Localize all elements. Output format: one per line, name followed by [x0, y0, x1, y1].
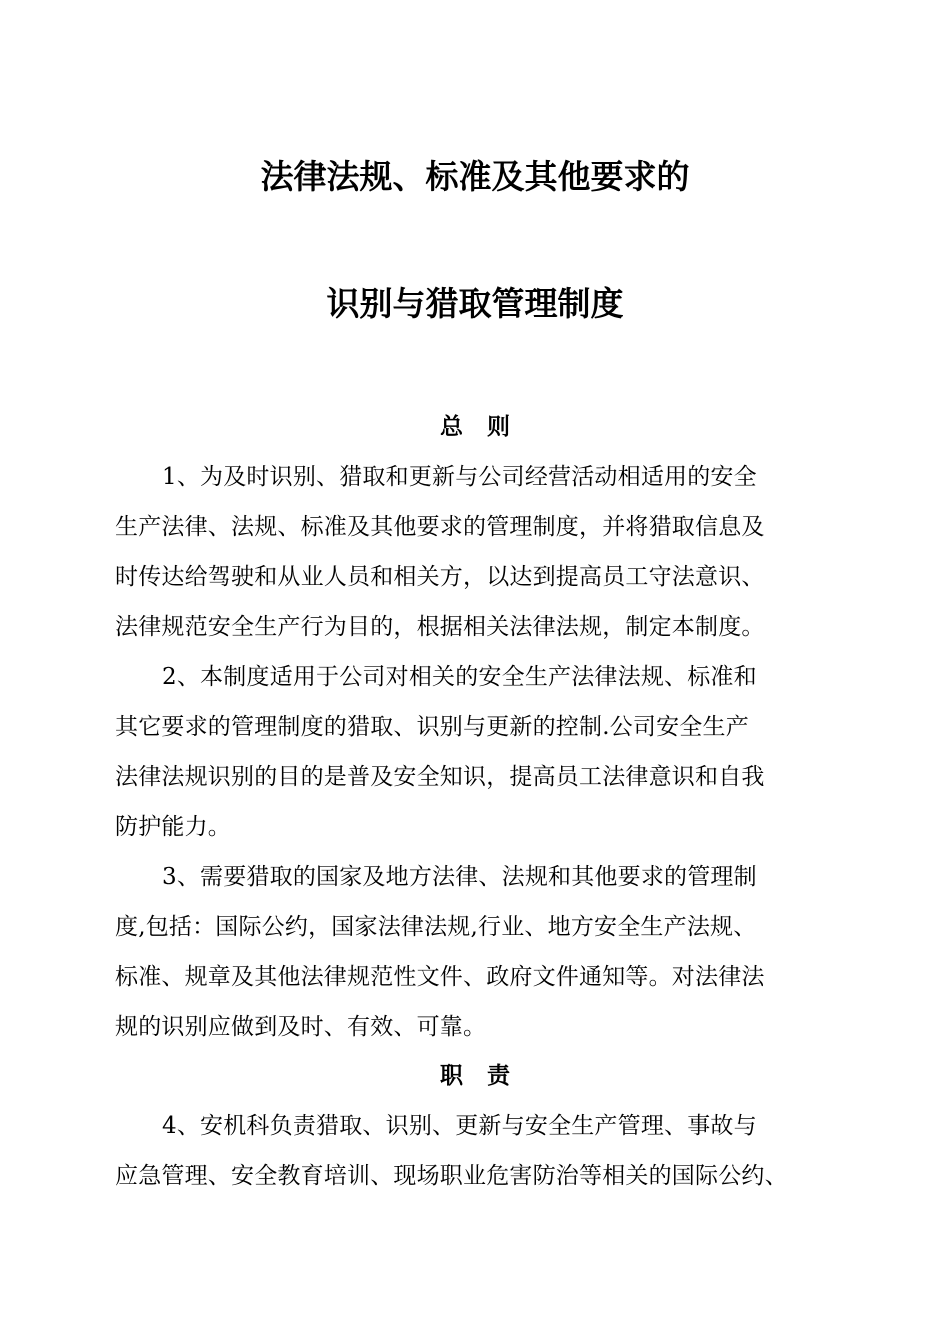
paragraph-1-line-4: 法律规范安全生产行为目的，根据相关法律法规，制定本制度。 [115, 614, 765, 640]
paragraph-2-line-2: 其它要求的管理制度的猎取、识别与更新的控制.公司安全生产 [115, 714, 749, 740]
paragraph-3-line-1: 3、需要猎取的国家及地方法律、法规和其他要求的管理制 [162, 864, 757, 890]
paragraph-4-line-1: 4、安机科负责猎取、识别、更新与安全生产管理、事故与 [162, 1113, 757, 1139]
document-title-line-2: 识别与猎取管理制度 [326, 284, 624, 323]
paragraph-4-line-2: 应急管理、安全教育培训、现场职业危害防治等相关的国际公约、 [115, 1163, 788, 1189]
paragraph-3-line-2: 度,包括：国际公约，国家法律法规,行业、地方安全生产法规、 [115, 914, 757, 940]
paragraph-1-line-1: 1、为及时识别、猎取和更新与公司经营活动相适用的安全 [162, 464, 757, 490]
paragraph-1-line-2: 生产法律、法规、标准及其他要求的管理制度，并将猎取信息及 [115, 514, 765, 540]
document-title-line-1: 法律法规、标准及其他要求的 [260, 157, 690, 196]
paragraph-2-line-4: 防护能力。 [115, 814, 231, 840]
paragraph-2-line-1: 2、本制度适用于公司对相关的安全生产法律法规、标准和 [162, 664, 757, 690]
section-heading-general: 总 则 [439, 413, 511, 440]
section-heading-duties: 职 责 [439, 1062, 511, 1089]
paragraph-2-line-3: 法律法规识别的目的是普及安全知识，提高员工法律意识和自我 [115, 764, 765, 790]
paragraph-3-line-3: 标准、规章及其他法律规范性文件、政府文件通知等。对法律法 [115, 964, 765, 990]
paragraph-3-line-4: 规的识别应做到及时、有效、可靠。 [115, 1014, 487, 1040]
paragraph-1-line-3: 时传达给驾驶和从业人员和相关方，以达到提高员工守法意识、 [115, 564, 765, 590]
